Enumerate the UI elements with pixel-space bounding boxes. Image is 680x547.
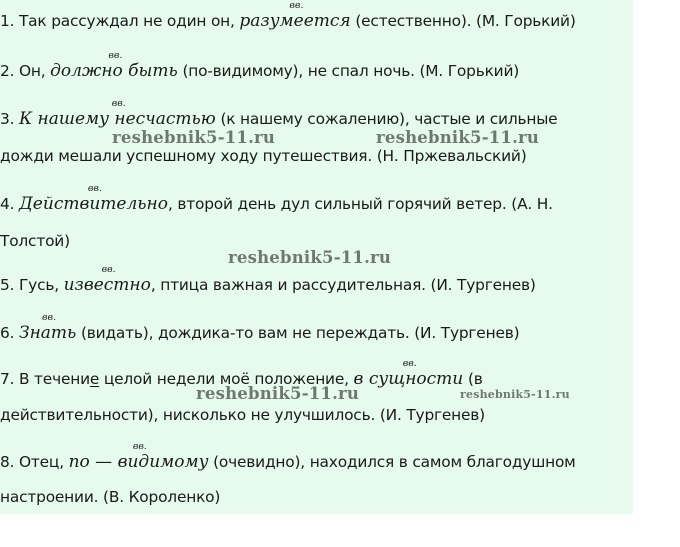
vv-mark: вв. xyxy=(289,0,304,11)
sentence-text: (к нашему сожалению), частые и сильные xyxy=(215,110,558,128)
sentence-number: 8. xyxy=(0,453,19,471)
sentence-8 xyxy=(0,441,576,472)
sentence-4 xyxy=(0,183,553,214)
watermark: reshebnik5-11.ru xyxy=(196,384,360,403)
introductory-word-text: Знать xyxy=(18,323,77,343)
introductory-word xyxy=(353,358,464,389)
sentence-3-line-2: дожди мешали успешному ходу путешествия. (Н. Пржевальский) xyxy=(0,147,527,165)
introductory-word-text: по — видимому xyxy=(68,452,209,472)
sentence-number: 2. xyxy=(0,62,19,80)
introductory-word-text: Действительно xyxy=(18,194,168,214)
introductory-word xyxy=(68,441,209,472)
sentence-text: В течени xyxy=(18,370,90,388)
sentence-text: Отец, xyxy=(18,453,69,471)
sentence-3 xyxy=(0,98,558,129)
sentence-text: (видать), дождика-то вам не переждать. (И. Тургенев) xyxy=(76,324,520,342)
sentence-text: Гусь, xyxy=(18,276,64,294)
introductory-word xyxy=(50,50,178,81)
sentence-8-line-2: настроении. (В. Короленко) xyxy=(0,488,221,506)
sentence-text: (естественно). (М. Горький) xyxy=(350,12,576,30)
sentence-text: Так рассуждал не один он, xyxy=(18,12,240,30)
introductory-word xyxy=(18,183,168,214)
sentence-6 xyxy=(0,312,520,343)
introductory-word xyxy=(18,98,216,129)
sentence-7-line-2: действительности), нисколько не улучшилось. (И. Тургенев) xyxy=(0,406,485,424)
sentence-number: 6. xyxy=(0,324,19,342)
introductory-word xyxy=(239,0,351,31)
vv-mark: вв. xyxy=(132,441,147,452)
sentence-text: , птица важная и рассудительная. (И. Тургенев) xyxy=(150,276,536,294)
sentence-text: (очевидно), находился в самом благодушном xyxy=(208,453,576,471)
watermark: reshebnik5-11.ru xyxy=(112,128,276,147)
sentence-number: 7. xyxy=(0,370,19,388)
sentence-number: 4. xyxy=(0,195,19,213)
introductory-word xyxy=(18,312,77,343)
sentence-text: , второй день дул сильный горячий ветер. (А. Н. xyxy=(168,195,553,213)
vv-mark: вв. xyxy=(402,358,417,369)
sentence-text: (по-видимому), не спал ночь. (М. Горький) xyxy=(177,62,520,80)
introductory-word xyxy=(63,264,151,295)
watermark: reshebnik5-11.ru xyxy=(460,388,570,401)
introductory-word-text: в сущности xyxy=(353,369,464,389)
vv-mark: вв. xyxy=(87,183,102,194)
introductory-word-text: К нашему несчастью xyxy=(18,109,216,129)
vv-mark: вв. xyxy=(111,98,126,109)
sentence-text: Он, xyxy=(18,62,51,80)
sentence-number: 3. xyxy=(0,110,19,128)
vv-mark: вв. xyxy=(108,50,123,61)
sentence-text: целой недели моё положение, xyxy=(99,370,354,388)
introductory-word-text: известно xyxy=(63,275,151,295)
underlined-letter: е xyxy=(89,370,100,388)
watermark: reshebnik5-11.ru xyxy=(376,128,540,147)
introductory-word-text: должно быть xyxy=(50,61,178,81)
introductory-word-text: разумеется xyxy=(239,11,351,31)
sentence-2 xyxy=(0,50,520,81)
sentence-number: 1. xyxy=(0,12,19,30)
sentence-text: (в xyxy=(463,370,483,388)
vv-mark: вв. xyxy=(42,312,57,323)
sentence-1 xyxy=(0,0,576,31)
vv-mark: вв. xyxy=(101,264,116,275)
watermark: reshebnik5-11.ru xyxy=(228,248,392,267)
sentence-4-line-2: Толстой) xyxy=(0,232,70,250)
sentence-number: 5. xyxy=(0,276,19,294)
sentence-5 xyxy=(0,264,536,295)
